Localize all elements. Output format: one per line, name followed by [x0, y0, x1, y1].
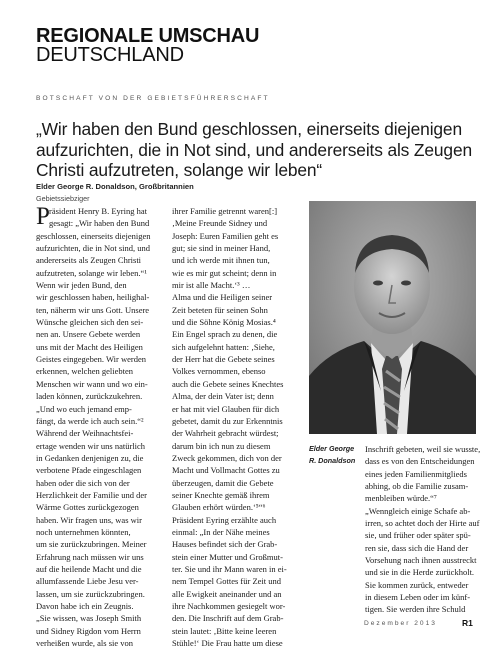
text-line: in Gedanken denjenigen zu, die [36, 452, 144, 463]
article-headline: „Wir haben den Bund geschlossen, einerseits diejenigen aufzurichten, die in Not sind, und andererseits als Zeugen Christi aufzutreten, solange wir leben“ [36, 119, 472, 180]
text-line: den. Die Inschrift auf dem Grab- [172, 613, 284, 624]
text-line: Herzlichkeit der Familie und der [36, 489, 147, 500]
text-line: Präsident Eyring erzählte auch [172, 514, 277, 525]
issue-date: Dezember 2013 [364, 620, 437, 627]
text-line: er hat mit viel Glauben für dich [172, 403, 280, 414]
text-line: „Sie wissen, was Joseph Smith [36, 613, 142, 624]
text-line: aufzurichten, die in Not sind, und [36, 243, 151, 254]
text-line: Menschen wir wann und wo ein- [36, 378, 148, 389]
text-line: tigen. Sie werden ihre Schuld [365, 604, 466, 615]
text-line: nem Tempel Gottes für Zeit und [172, 576, 282, 587]
text-line: Inschrift gebeten, weil sie wusste, [365, 444, 481, 454]
text-line: noch unternehmen könnten, [36, 526, 131, 537]
text-line: Glauben erhört würden.‘⁵“⁶ [172, 502, 266, 513]
text-line: sich aufgelehnt hatten: ‚Siehe, [172, 341, 275, 352]
text-line: Zeit beteten für seinen Sohn [172, 304, 268, 315]
text-line: haben oder die sich von der [36, 477, 130, 488]
text-line: Alma und die Heiligen seiner [172, 292, 273, 303]
text-line: geschlossen, einerseits diejenigen [36, 230, 151, 241]
kicker: BOTSCHAFT VON DER GEBIETSFÜHRERSCHAFT [36, 95, 270, 102]
text-line: mir ist alle Macht.‘³ … [172, 280, 251, 291]
text-line: Macht und Vollmacht Gottes zu [172, 465, 280, 476]
text-line: ihre Nachkommen gesiegelt wor- [172, 601, 286, 611]
text-line: verbotene Pfade eingeschlagen [36, 465, 142, 476]
text-line: Wünsche gleichen sich den sei- [36, 317, 144, 328]
text-line: räsident Henry B. Eyring hat [49, 206, 147, 216]
text-column-3 [365, 443, 481, 616]
text-line: Erfahrung nach müssen wir uns [36, 551, 144, 562]
text-line: wie es mir gut scheint; denn in [172, 267, 277, 278]
text-line: wir geschlossen haben, heilighal- [36, 292, 150, 303]
text-line: gut; sie sind in meiner Hand, [172, 243, 271, 254]
text-line: „Und wo euch jemand emp- [36, 403, 132, 414]
text-line: verheißen wurde, als sie von [36, 638, 134, 649]
text-line: nen an. Unsere Gebete werden [36, 329, 141, 340]
text-line: und ich werde mit ihnen tun, [172, 255, 270, 266]
text-line: sie, und früher oder später spü- [365, 530, 471, 541]
text-line: ihrer Familie getrennt waren[:] [172, 206, 278, 216]
photo-caption [309, 443, 355, 467]
text-line: ter. Sie und ihr Mann waren in ei- [172, 563, 287, 574]
text-line: und sie in die Herde zurückholt. [365, 567, 475, 578]
text-column-2 [172, 205, 300, 649]
text-line: darum bin ich nun zu diesem [172, 440, 271, 451]
text-line: stein einer Mutter und Großmut- [172, 551, 283, 562]
portrait-illustration [309, 201, 476, 434]
text-line: einmal: „In der Nähe meines [172, 526, 270, 537]
text-line: und die Söhne König Mosias.⁴ [172, 317, 276, 328]
text-line: gebetet, damit du zur Erkenntnis [172, 415, 283, 426]
text-line: ren sie, dass sich die Hand der [365, 542, 469, 553]
text-line: uns mit der Macht des Heiligen [36, 341, 143, 352]
author-byline: Elder George R. Donaldson, Großbritannien [36, 182, 194, 191]
text-line: gesagt: „Wir haben den Bund [49, 218, 150, 229]
text-line: ten, näherm wir uns Gott. Unsere [36, 304, 150, 315]
text-line: seiner Knechte gemäß ihrem [172, 489, 270, 500]
text-line: fängt, da werde ich auch sein.“² [36, 415, 144, 426]
text-line: „Wenngleich einige Schafe ab- [365, 505, 471, 516]
text-line: dass es von den Entscheidungen [365, 456, 475, 467]
text-line: der Wahrheit gebracht würdest; [172, 428, 279, 439]
section-title: REGIONALE UMSCHAU [36, 25, 260, 47]
text-line: haben. Wir fragen uns, was wir [36, 514, 142, 525]
drop-cap: P [36, 203, 50, 230]
text-line: ertage wenden wir uns natürlich [36, 440, 146, 451]
text-line: Joseph: Euren Familien geht es [172, 230, 279, 241]
text-line: Volkes vernommen, ebenso [172, 366, 266, 377]
text-line: Sie kommen zurück, entweder [365, 579, 469, 590]
text-line: andererseits als Zeugen Christi [36, 255, 142, 266]
text-line: Vorsehung nach ihnen ausstreckt [365, 555, 477, 566]
text-line: aufzutreten, solange wir leben.“¹ [36, 267, 147, 278]
text-line: Ein Engel sprach zu denen, die [172, 329, 278, 340]
text-line: lassen, um sie zurückzubringen. [36, 588, 145, 599]
section-masthead [36, 27, 259, 65]
text-line: der Herr hat die Gebete seines [172, 354, 275, 365]
text-line: Geistes eingegeben. Wir werden [36, 354, 146, 365]
author-portrait [309, 201, 476, 434]
text-line: alle Ewigkeit aneinander und an [172, 588, 282, 599]
section-subtitle: DEUTSCHLAND [36, 44, 184, 66]
text-line: Stühle!‘ Die Frau hatte um diese [172, 638, 283, 649]
text-line: stein lautet: ‚Bitte keine leeren [172, 625, 277, 636]
text-line: erkennen, welchen geliebten [36, 366, 133, 377]
text-line: abhing, ob die Familie zusam- [365, 481, 469, 492]
text-line: um sie zurückzubringen. Meiner [36, 539, 147, 550]
text-line: Alma, der dein Vater ist; denn [172, 391, 274, 402]
text-line: überzeugen, damit die Gebete [172, 477, 274, 488]
caption-line-1: Elder George [309, 444, 355, 453]
text-line: und Sidney Rigdon vom Herrn [36, 625, 141, 636]
text-line: Während der Weihnachtsfei- [36, 428, 134, 439]
text-line: auf die heilende Macht und die [36, 563, 142, 574]
text-line: eines jeden Familienmitglieds [365, 468, 467, 479]
text-line: laden können, zurückzukehren. [36, 391, 143, 402]
text-line: irren, so achtet doch der Hirte auf [365, 518, 480, 529]
text-line: Davon habe ich ein Zeugnis. [36, 601, 134, 611]
text-line: auch die Gebete seines Knechtes [172, 378, 284, 389]
text-line: Zweck gekommen, dich von der [172, 452, 282, 463]
author-role: Gebietssiebziger [36, 194, 90, 203]
page-number: R1 [462, 618, 473, 628]
text-line: allumfassende Liebe Jesu ver- [36, 576, 139, 587]
text-line: Wärme Gottes zurückgezogen [36, 502, 139, 513]
text-line: menbleiben würde.“⁷ [365, 493, 437, 504]
caption-line-2: R. Donaldson [309, 456, 356, 465]
text-line: ‚Meine Freunde Sidney und [172, 218, 268, 229]
text-line: in diesem Leben oder im künf- [365, 592, 471, 603]
text-line: Hauses befindet sich der Grab- [172, 539, 278, 550]
text-column-1 [36, 205, 154, 649]
text-line: Wenn wir jeden Bund, den [36, 280, 127, 291]
